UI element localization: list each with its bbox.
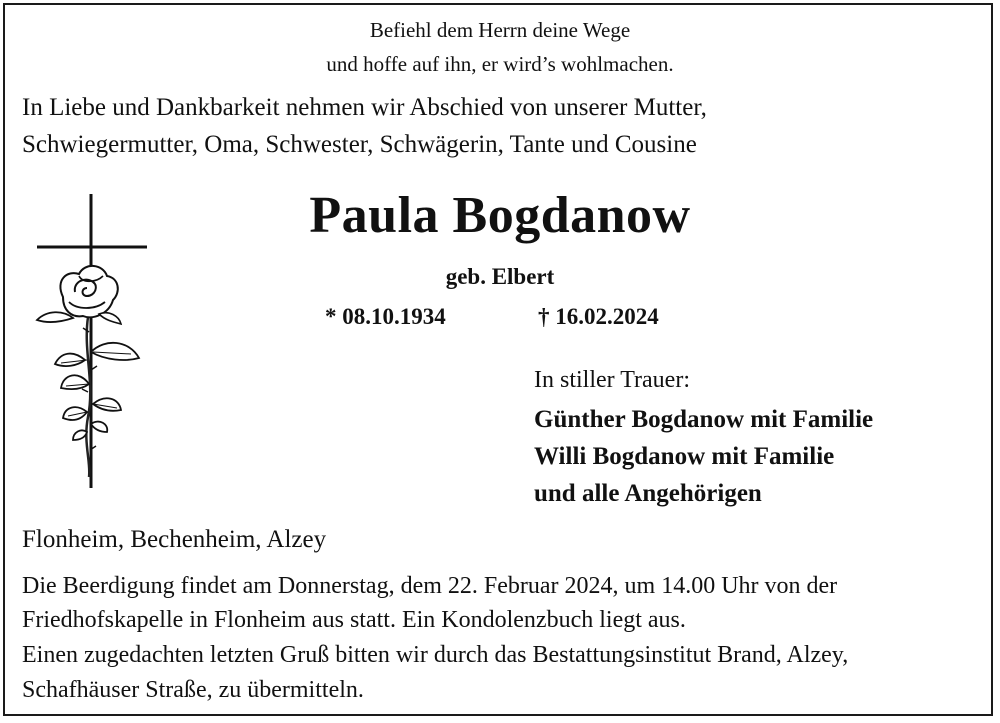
funeral-line-3: Einen zugedachten letzten Gruß bitten wir durch das Bestattungsinstitut Brand, Alzey, <box>22 642 849 668</box>
death-date: † 16.02.2024 <box>538 304 659 329</box>
funeral-line-1: Die Beerdigung findet am Donnerstag, dem 22. Februar 2024, um 14.00 Uhr von der <box>22 573 838 599</box>
cross-with-rose-icon <box>33 192 149 490</box>
funeral-line-4: Schafhäuser Straße, zu übermitteln. <box>22 677 364 703</box>
mourner-line: Willi Bogdanow mit Familie <box>534 443 835 470</box>
mourner-line: Günther Bogdanow mit Familie <box>534 406 874 433</box>
birth-date: * 08.10.1934 <box>325 304 446 329</box>
mourner-line: und alle Angehörigen <box>534 480 762 507</box>
intro-line-1: In Liebe und Dankbarkeit nehmen wir Abschied von unserer Mutter, <box>22 94 707 121</box>
funeral-line-2: Friedhofskapelle in Flonheim aus statt. Ein Kondolenzbuch liegt aus. <box>22 607 686 633</box>
verse-line-2: und hoffe auf ihn, er wird’s wohlmachen. <box>326 52 674 76</box>
mourners-label: In stiller Trauer: <box>534 367 690 393</box>
intro-line-2: Schwiegermutter, Oma, Schwester, Schwägerin, Tante und Cousine <box>22 131 697 158</box>
deceased-name: Paula Bogdanow <box>309 187 691 244</box>
places-line: Flonheim, Bechenheim, Alzey <box>22 526 327 553</box>
maiden-name: geb. Elbert <box>445 264 555 289</box>
verse-line-1: Befiehl dem Herrn deine Wege <box>369 18 631 42</box>
